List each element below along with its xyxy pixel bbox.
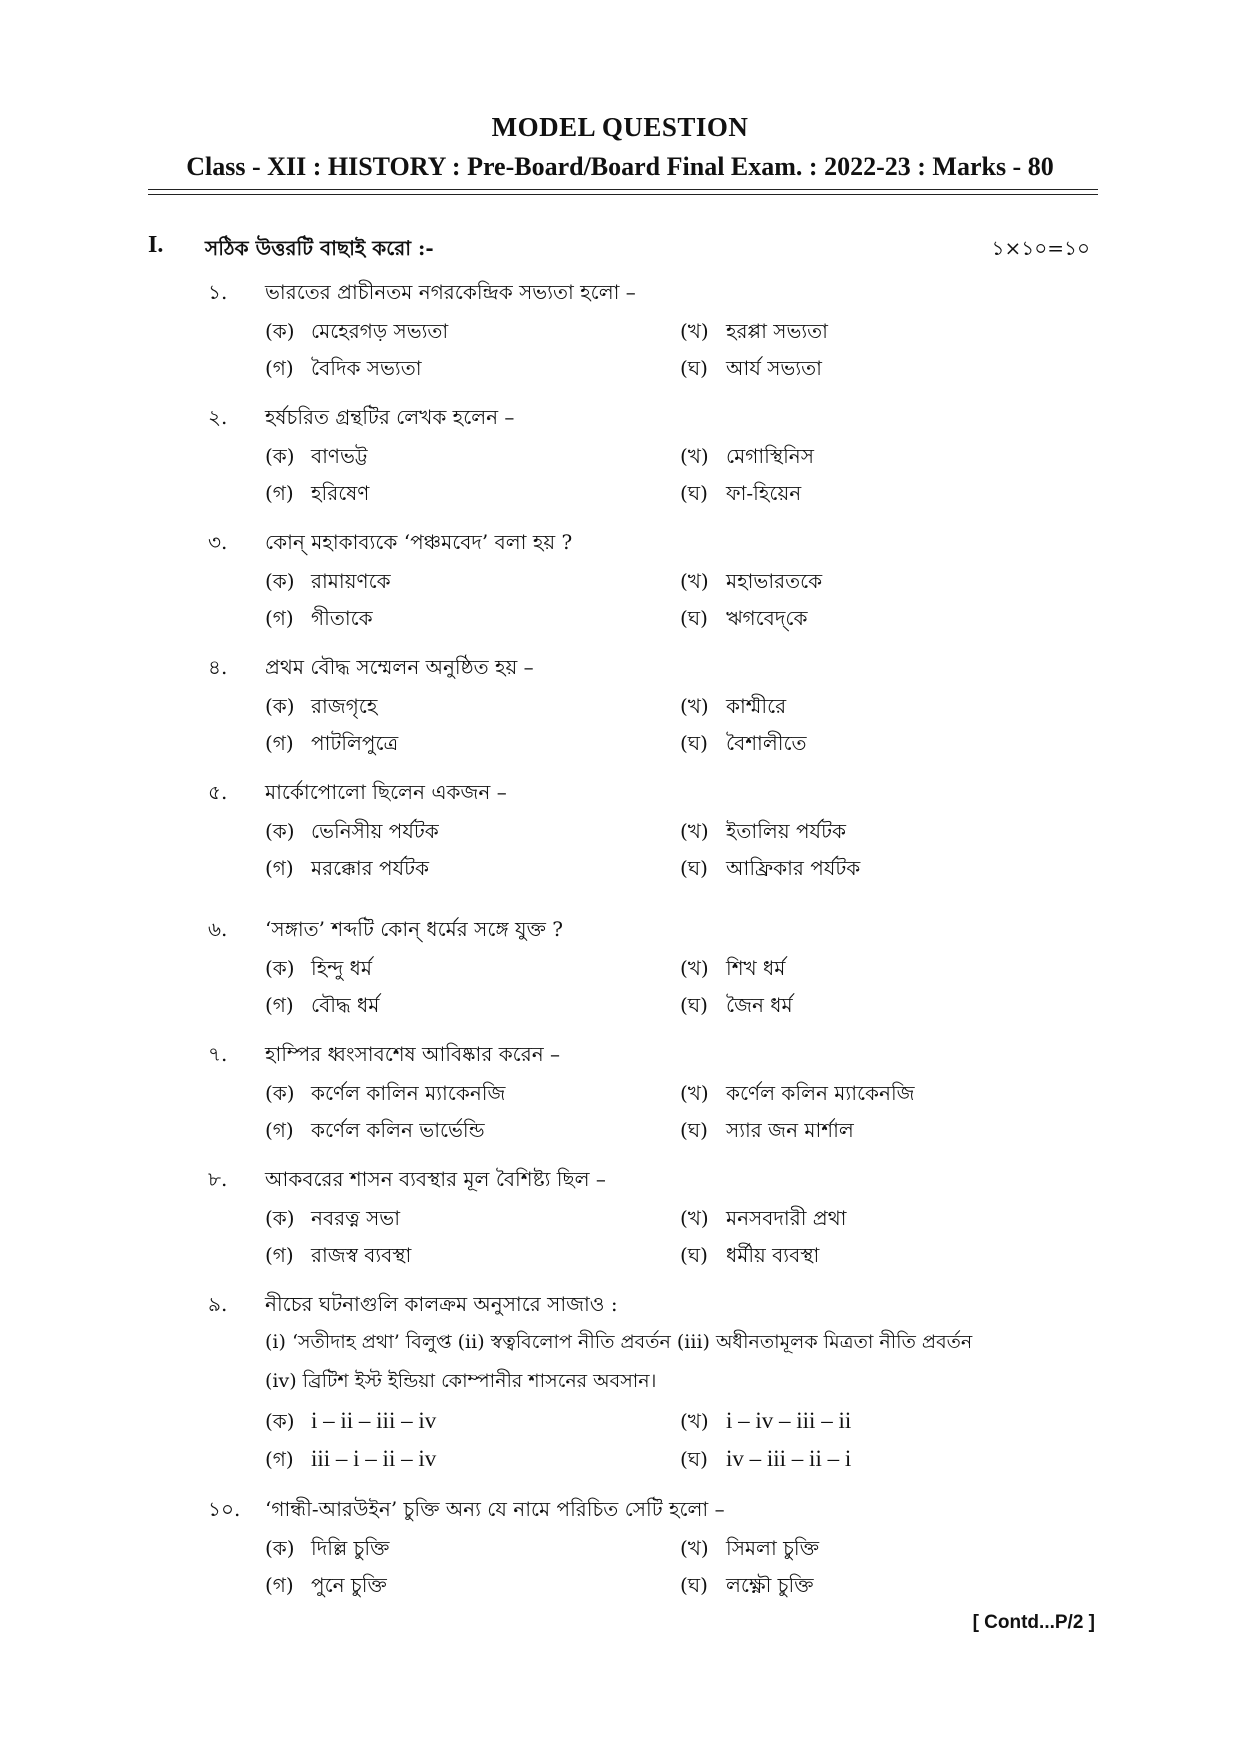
answer-option — [680, 317, 828, 350]
option-label: (গ) — [265, 993, 294, 1017]
option-text: iii – i – ii – iv — [311, 1446, 437, 1471]
answer-option — [265, 442, 368, 475]
answer-option — [265, 1407, 436, 1440]
question-text: প্রথম বৌদ্ধ সম্মেলন অনুষ্ঠিত হয় – — [265, 655, 534, 679]
option-text: হরপ্পা সভ্যতা — [726, 319, 828, 343]
option-text: কাশ্মীরে — [726, 694, 787, 718]
option-label: (ঘ) — [680, 1118, 708, 1142]
option-label: (গ) — [265, 731, 294, 755]
option-text: মনসবদারী প্রথা — [726, 1206, 847, 1230]
answer-option — [265, 954, 372, 987]
answer-option — [680, 1407, 851, 1440]
section-number: I. — [148, 232, 164, 258]
option-text: বৌদ্ধ ধর্ম — [311, 993, 380, 1017]
option-text: বৈশালীতে — [726, 731, 807, 755]
option-label: (খ) — [680, 569, 709, 593]
exam-subtitle: Class - XII : HISTORY : Pre-Board/Board Final Exam. : 2022-23 : Marks - 80 — [186, 152, 1054, 181]
question-text: ‘সঙ্গাত’ শব্দটি কোন্ ধর্মের সঙ্গে যুক্ত ? — [265, 917, 564, 941]
option-text: হরিষেণ — [311, 481, 370, 505]
option-text: জৈন ধর্ম — [726, 993, 793, 1017]
answer-option — [680, 1116, 854, 1149]
question-number: ৮. — [208, 1167, 228, 1191]
option-label: (খ) — [680, 1081, 709, 1105]
option-label: (ঘ) — [680, 356, 708, 380]
answer-option — [680, 854, 860, 887]
page-title: MODEL QUESTION — [491, 112, 749, 142]
option-label: (ক) — [265, 694, 295, 718]
question-text: আকবরের শাসন ব্যবস্থার মূল বৈশিষ্ট্য ছিল – — [265, 1167, 606, 1191]
option-text: রাজস্ব ব্যবস্থা — [311, 1243, 412, 1267]
option-text: কর্ণেল কলিন ম্যাকেনজি — [726, 1081, 915, 1105]
option-text: গীতাকে — [311, 606, 373, 630]
option-label: (খ) — [680, 319, 709, 343]
option-label: (খ) — [680, 1409, 709, 1433]
option-label: (গ) — [265, 856, 294, 880]
continued-note: [ Contd...P/2 ] — [972, 1612, 1095, 1633]
option-text: নবরত্ন সভা — [311, 1206, 401, 1230]
question-text: হাম্পির ধ্বংসাবশেষ আবিষ্কার করেন – — [265, 1042, 561, 1066]
section-marks: ১×১০=১০ — [991, 236, 1090, 260]
answer-option — [265, 817, 439, 850]
option-text: ভেনিসীয় পর্যটক — [311, 819, 439, 843]
option-text: পুনে চুক্তি — [311, 1573, 387, 1597]
option-label: (ক) — [265, 1081, 295, 1105]
option-text: আফ্রিকার পর্যটক — [726, 856, 861, 880]
answer-option — [680, 479, 801, 512]
option-label: (ঘ) — [680, 481, 708, 505]
answer-option — [265, 567, 391, 600]
answer-option — [265, 729, 398, 762]
answer-option — [265, 1571, 387, 1604]
option-label: (ঘ) — [680, 1447, 708, 1471]
answer-option — [680, 1534, 819, 1567]
answer-option — [680, 954, 785, 987]
option-label: (ঘ) — [680, 1573, 708, 1597]
answer-option — [265, 991, 379, 1024]
option-text: ধর্মীয় ব্যবস্থা — [726, 1243, 820, 1267]
question-number: ১০. — [208, 1497, 241, 1521]
option-label: (ক) — [265, 1536, 295, 1560]
answer-option — [265, 1534, 389, 1567]
question-text: মার্কোপোলো ছিলেন একজন – — [265, 780, 507, 804]
question-number: ৬. — [208, 917, 228, 941]
option-label: (ঘ) — [680, 731, 708, 755]
answer-option — [265, 479, 369, 512]
answer-option — [680, 567, 822, 600]
option-label: (গ) — [265, 356, 294, 380]
question-text: কোন্ মহাকাব্যকে ‘পঞ্চমবেদ’ বলা হয় ? — [265, 530, 573, 554]
question-event-list: (iv) ব্রিটিশ ইস্ট ইন্ডিয়া কোম্পানীর শাসনের অবসান। — [265, 1370, 657, 1392]
question-number: ৪. — [208, 655, 228, 679]
option-text: স্যার জন মার্শাল — [726, 1118, 854, 1142]
option-label: (গ) — [265, 1243, 294, 1267]
option-text: দিল্লি চুক্তি — [311, 1536, 390, 1560]
header-rule-bottom — [148, 194, 1098, 195]
option-text: বাণভট্ট — [311, 444, 368, 468]
option-text: সিমলা চুক্তি — [726, 1536, 820, 1560]
option-text: মরক্কোর পর্যটক — [311, 856, 430, 880]
option-text: কর্ণেল কালিন ম্যাকেনজি — [311, 1081, 506, 1105]
option-text: ঋগবেদ্‌কে — [726, 606, 808, 630]
option-label: (ঘ) — [680, 606, 708, 630]
answer-option — [680, 442, 814, 475]
option-label: (খ) — [680, 1536, 709, 1560]
option-label: (ঘ) — [680, 1243, 708, 1267]
question-text: ভারতের প্রাচীনতম নগরকেন্দ্রিক সভ্যতা হলো – — [265, 280, 636, 304]
option-label: (গ) — [265, 1573, 294, 1597]
option-label: (গ) — [265, 606, 294, 630]
answer-option — [680, 1241, 819, 1274]
option-text: বৈদিক সভ্যতা — [311, 356, 422, 380]
option-label: (ক) — [265, 444, 295, 468]
answer-option — [680, 354, 822, 387]
answer-option — [680, 1204, 846, 1237]
option-text: শিখ ধর্ম — [726, 956, 786, 980]
answer-option — [265, 854, 429, 887]
option-label: (ক) — [265, 319, 295, 343]
option-label: (খ) — [680, 956, 709, 980]
option-text: i – ii – iii – iv — [311, 1408, 437, 1433]
answer-option — [680, 604, 807, 637]
answer-option — [680, 1571, 814, 1604]
question-number: ২. — [208, 405, 228, 429]
question-number: ৯. — [208, 1292, 228, 1316]
section-title: সঠিক উত্তরটি বাছাই করো :- — [205, 236, 434, 260]
option-label: (ক) — [265, 1206, 295, 1230]
answer-option — [265, 354, 422, 387]
option-label: (খ) — [680, 819, 709, 843]
option-text: রাজগৃহে — [311, 694, 378, 718]
option-text: মেগাস্থিনিস — [726, 444, 814, 468]
header-rule-top — [148, 189, 1098, 190]
answer-option — [680, 1445, 851, 1478]
question-event-list: (i) ‘সতীদাহ প্রথা’ বিলুপ্ত (ii) স্বত্ববিলোপ নীতি প্রবর্তন (iii) অধীনতামূলক মিত্রতা নীতি প্রবর্তন — [265, 1331, 973, 1353]
answer-option — [680, 991, 793, 1024]
answer-option — [265, 1445, 436, 1478]
option-text: মহাভারতকে — [726, 569, 823, 593]
answer-option — [265, 692, 377, 725]
answer-option — [680, 729, 807, 762]
option-label: (ক) — [265, 956, 295, 980]
question-text: নীচের ঘটনাগুলি কালক্রম অনুসারে সাজাও : — [265, 1292, 618, 1316]
question-number: ১. — [208, 280, 228, 304]
question-text: হর্ষচরিত গ্রন্থটির লেখক হলেন – — [265, 405, 515, 429]
option-label: (খ) — [680, 694, 709, 718]
option-text: হিন্দু ধর্ম — [311, 956, 372, 980]
answer-option — [680, 692, 786, 725]
answer-option — [265, 1116, 485, 1149]
option-label: (গ) — [265, 1447, 294, 1471]
option-label: (গ) — [265, 1118, 294, 1142]
option-text: i – iv – iii – ii — [726, 1408, 852, 1433]
option-label: (ক) — [265, 1409, 295, 1433]
option-label: (ক) — [265, 819, 295, 843]
option-text: ইতালিয় পর্যটক — [726, 819, 846, 843]
option-label: (খ) — [680, 444, 709, 468]
answer-option — [680, 817, 846, 850]
option-text: লক্ষ্ণৌ চুক্তি — [726, 1573, 814, 1597]
question-text: ‘গান্ধী-আরউইন’ চুক্তি অন্য যে নামে পরিচিত সেটি হলো – — [265, 1497, 725, 1521]
option-label: (ঘ) — [680, 993, 708, 1017]
option-text: মেহেরগড় সভ্যতা — [311, 319, 449, 343]
option-label: (গ) — [265, 481, 294, 505]
option-text: কর্ণেল কলিন ভার্ভেন্ডি — [311, 1118, 485, 1142]
answer-option — [265, 1241, 411, 1274]
answer-option — [265, 317, 448, 350]
option-text: iv – iii – ii – i — [726, 1446, 852, 1471]
option-text: আর্য সভ্যতা — [726, 356, 822, 380]
answer-option — [265, 604, 373, 637]
question-number: ৭. — [208, 1042, 228, 1066]
option-text: রামায়ণকে — [311, 569, 391, 593]
option-text: ফা-হিয়েন — [726, 481, 802, 505]
option-label: (ঘ) — [680, 856, 708, 880]
option-text: পাটলিপুত্রে — [311, 731, 399, 755]
question-number: ৫. — [208, 780, 228, 804]
option-label: (ক) — [265, 569, 295, 593]
answer-option — [680, 1079, 915, 1112]
option-label: (খ) — [680, 1206, 709, 1230]
answer-option — [265, 1204, 400, 1237]
answer-option — [265, 1079, 505, 1112]
question-number: ৩. — [208, 530, 228, 554]
